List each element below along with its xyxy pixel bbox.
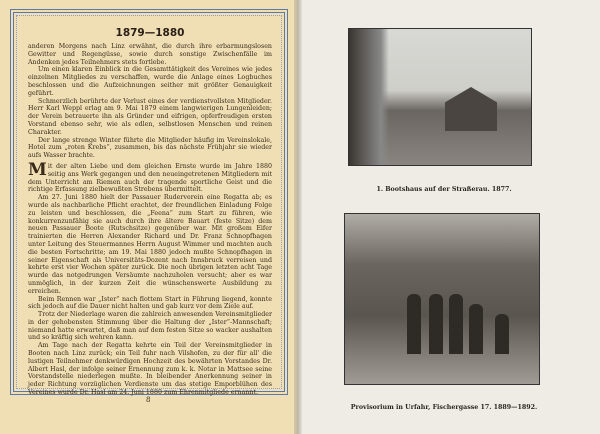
decorative-border-frame (10, 9, 288, 395)
photo-tree (349, 29, 389, 166)
photo-figure (407, 294, 421, 354)
paragraph: Am 27. Juni 1880 hielt der Passauer Ruderverein eine Regatta ab; es wurde als nachbarliche Pflicht erachtet, der freundlichen Einladung Folge zu leisten und beschlossen, die „Feena“ zum Start zu führen, wie konkurrenzunfähig sie auch durch ihre ältere Bauart (feste Sitze) dem neuen Passauer Boote (Rutschsitze) gegenüber war. Mit großem Eifer trainierten die Herren Alexander Richard und Dr. Franz Schnopfhagen unter Leitung des Steuermannes Herrn August Wimmer und machten auch die besten Fortschritte; am 19. Mai 1880 jedoch mußte Schnopfhagen in seiner Eigenschaft als Universitäts-Dozent nach Innsbruck verreisen und kehrte erst vier Wochen später zurück. Die noch übrigen letzten acht Tage wurde das notgedrungen Versäumte nachzuholen versucht; aber es war unmöglich, in der kurzen Zeit die wünschenswerte Ausbildung zu erreichen. (28, 194, 272, 295)
paragraph: Trotz der Niederlage waren die zahlreich anwesenden Vereinsmitglieder in der gehobensten Stimmung über die Haltung der „Ister“-Mannschaft; niemand hatte erwartet, daß man auf dem festen Sitze so wacker aushalten und so kräftig sich wehren kann. (28, 311, 272, 342)
photo-house (445, 87, 497, 131)
paragraph: Um einen klaren Einblick in die Gesamttätigkeit des Vereines wie jedes einzelnen Mitgliedes zu verschaffen, wurde die Anlage eines Logbuches beschlossen und die Aufzeichnungen seither mit größter Genauigkeit geführt. (28, 66, 272, 97)
paragraph: Am Tage nach der Regatta kehrte ein Teil der Vereinsmitglieder in Booten nach Linz zurück; ein Teil fuhr nach Vilshofen, zu der für all' die lustigen Teilnehmer denkwürdigen Hochzeit des bewährten Vorstandes Dr. Albert Hasl, der infolge seiner Ernennung zum k. k. Notar in Mattsee seine Vorstandstelle niederlegen mußte. In bleibender Anerkennung seiner in jeder Richtung vorzüglichen Verdienste um das stetige Emporblühen des Vereines wurde Dr. Hasl am 24. Juni 1880 zum Ehrenmitgliede ernannt. (28, 342, 272, 397)
paragraph: Beim Rennen war „Ister“ nach flottem Start in Führung liegend, konnte sich jedoch auf die Dauer nicht halten und gab kurz vor dem Ziele auf. (28, 295, 272, 311)
paragraph: Schmerzlich berührte der Verlust eines der verdienstvollsten Mitglieder. Herr Karl Weppl erlag am 9. Mai 1879 einem langwierigen Lungenleiden; der Verein betrauerte ihn als Gründer und eifrigen, opferfreudigen ersten Vorstand ebenso sehr, wie als edlen, selbstlosen Menschen und reinen Charakter. (28, 97, 272, 136)
page-body-text (28, 43, 272, 397)
paragraph: Der lange strenge Winter führte die Mitglieder häufig im Vereinslokale, Hotel zum „roten Krebs“, zusammen, bis das nächste Frühjahr sie wieder aufs Wasser brachte. (28, 136, 272, 160)
photo-2-caption: Provisorium in Urfahr, Fischergasse 17. 1889—1892. (350, 404, 538, 411)
photo-figure (495, 314, 509, 354)
right-page (298, 0, 600, 434)
drop-cap: M (28, 159, 47, 180)
photo-provisorium (344, 213, 540, 385)
photo-figure (449, 294, 463, 354)
photo-boathouse (348, 28, 532, 166)
photo-1-caption: 1. Bootshaus auf der Straßerau. 1877. (376, 186, 512, 193)
paragraph-text: it der alten Liebe und dem gleichen Ernste wurde im Jahre 1880 seitig ans Werk gegangen und den neueingetretenen Mitgliedern mit dem Unterricht am Riemen auch der tragende sportliche Geist und die richtige Erfassung zielbewußten Strebens übermittelt. (28, 162, 272, 194)
paragraph: anderen Morgens nach Linz erwähnt, die durch ihre erbarmungslosen Gewitter und Regengüsse, sowie durch sonstige Zwischenfälle im Andenken jedes Teilnehmers stets fortlebe. (28, 43, 272, 66)
left-page (0, 0, 298, 434)
paragraph-dropcap (28, 159, 272, 194)
book-gutter (294, 0, 302, 434)
page-number: 8 (146, 396, 151, 404)
photo-figure (429, 294, 443, 354)
chapter-title: 1879—1880 (115, 27, 185, 39)
photo-figure (469, 304, 483, 354)
